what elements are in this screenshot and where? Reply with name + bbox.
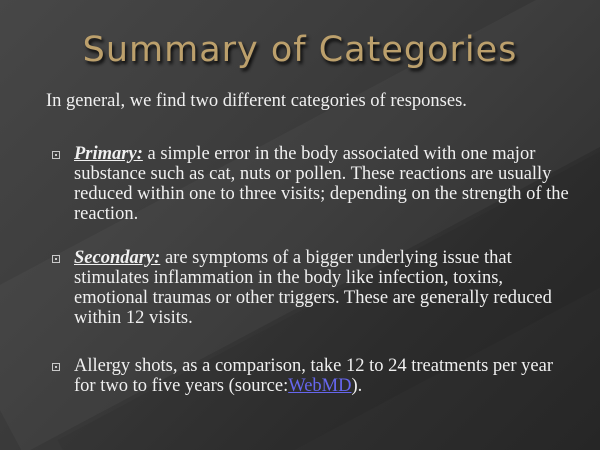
square-bullet-icon [52,255,60,263]
bullet-text-before-link: Allergy shots, as a comparison, take 12 to 24 treatments per year for two to five years (source: [74,356,553,396]
bullet-text [74,356,572,396]
bullet-text-after-link: ). [351,376,363,396]
bullet-allergy-shots [52,356,572,396]
bullet-description: are symptoms of a bigger underlying issue that stimulates inflammation in the body like infection, toxins, emotional traumas or other triggers. These are generally reduced within 12 visits. [74,248,552,328]
bullet-text [74,248,572,328]
square-bullet-icon [52,363,60,371]
bullet-term: Secondary: [74,248,161,268]
webmd-link[interactable]: WebMD [288,376,352,396]
bullet-description: a simple error in the body associated with one major substance such as cat, nuts or pollen. These reactions are usually reduced within one to three visits; depending on the strength of the reaction. [74,144,569,224]
bullet-primary [52,144,572,224]
bullet-term: Primary: [74,144,143,164]
intro-text: In general, we find two different categories of responses. [46,91,467,111]
bullet-text [74,144,572,224]
bullet-secondary [52,248,572,328]
square-bullet-icon [52,151,60,159]
slide-title: Summary of Categories [82,30,518,70]
